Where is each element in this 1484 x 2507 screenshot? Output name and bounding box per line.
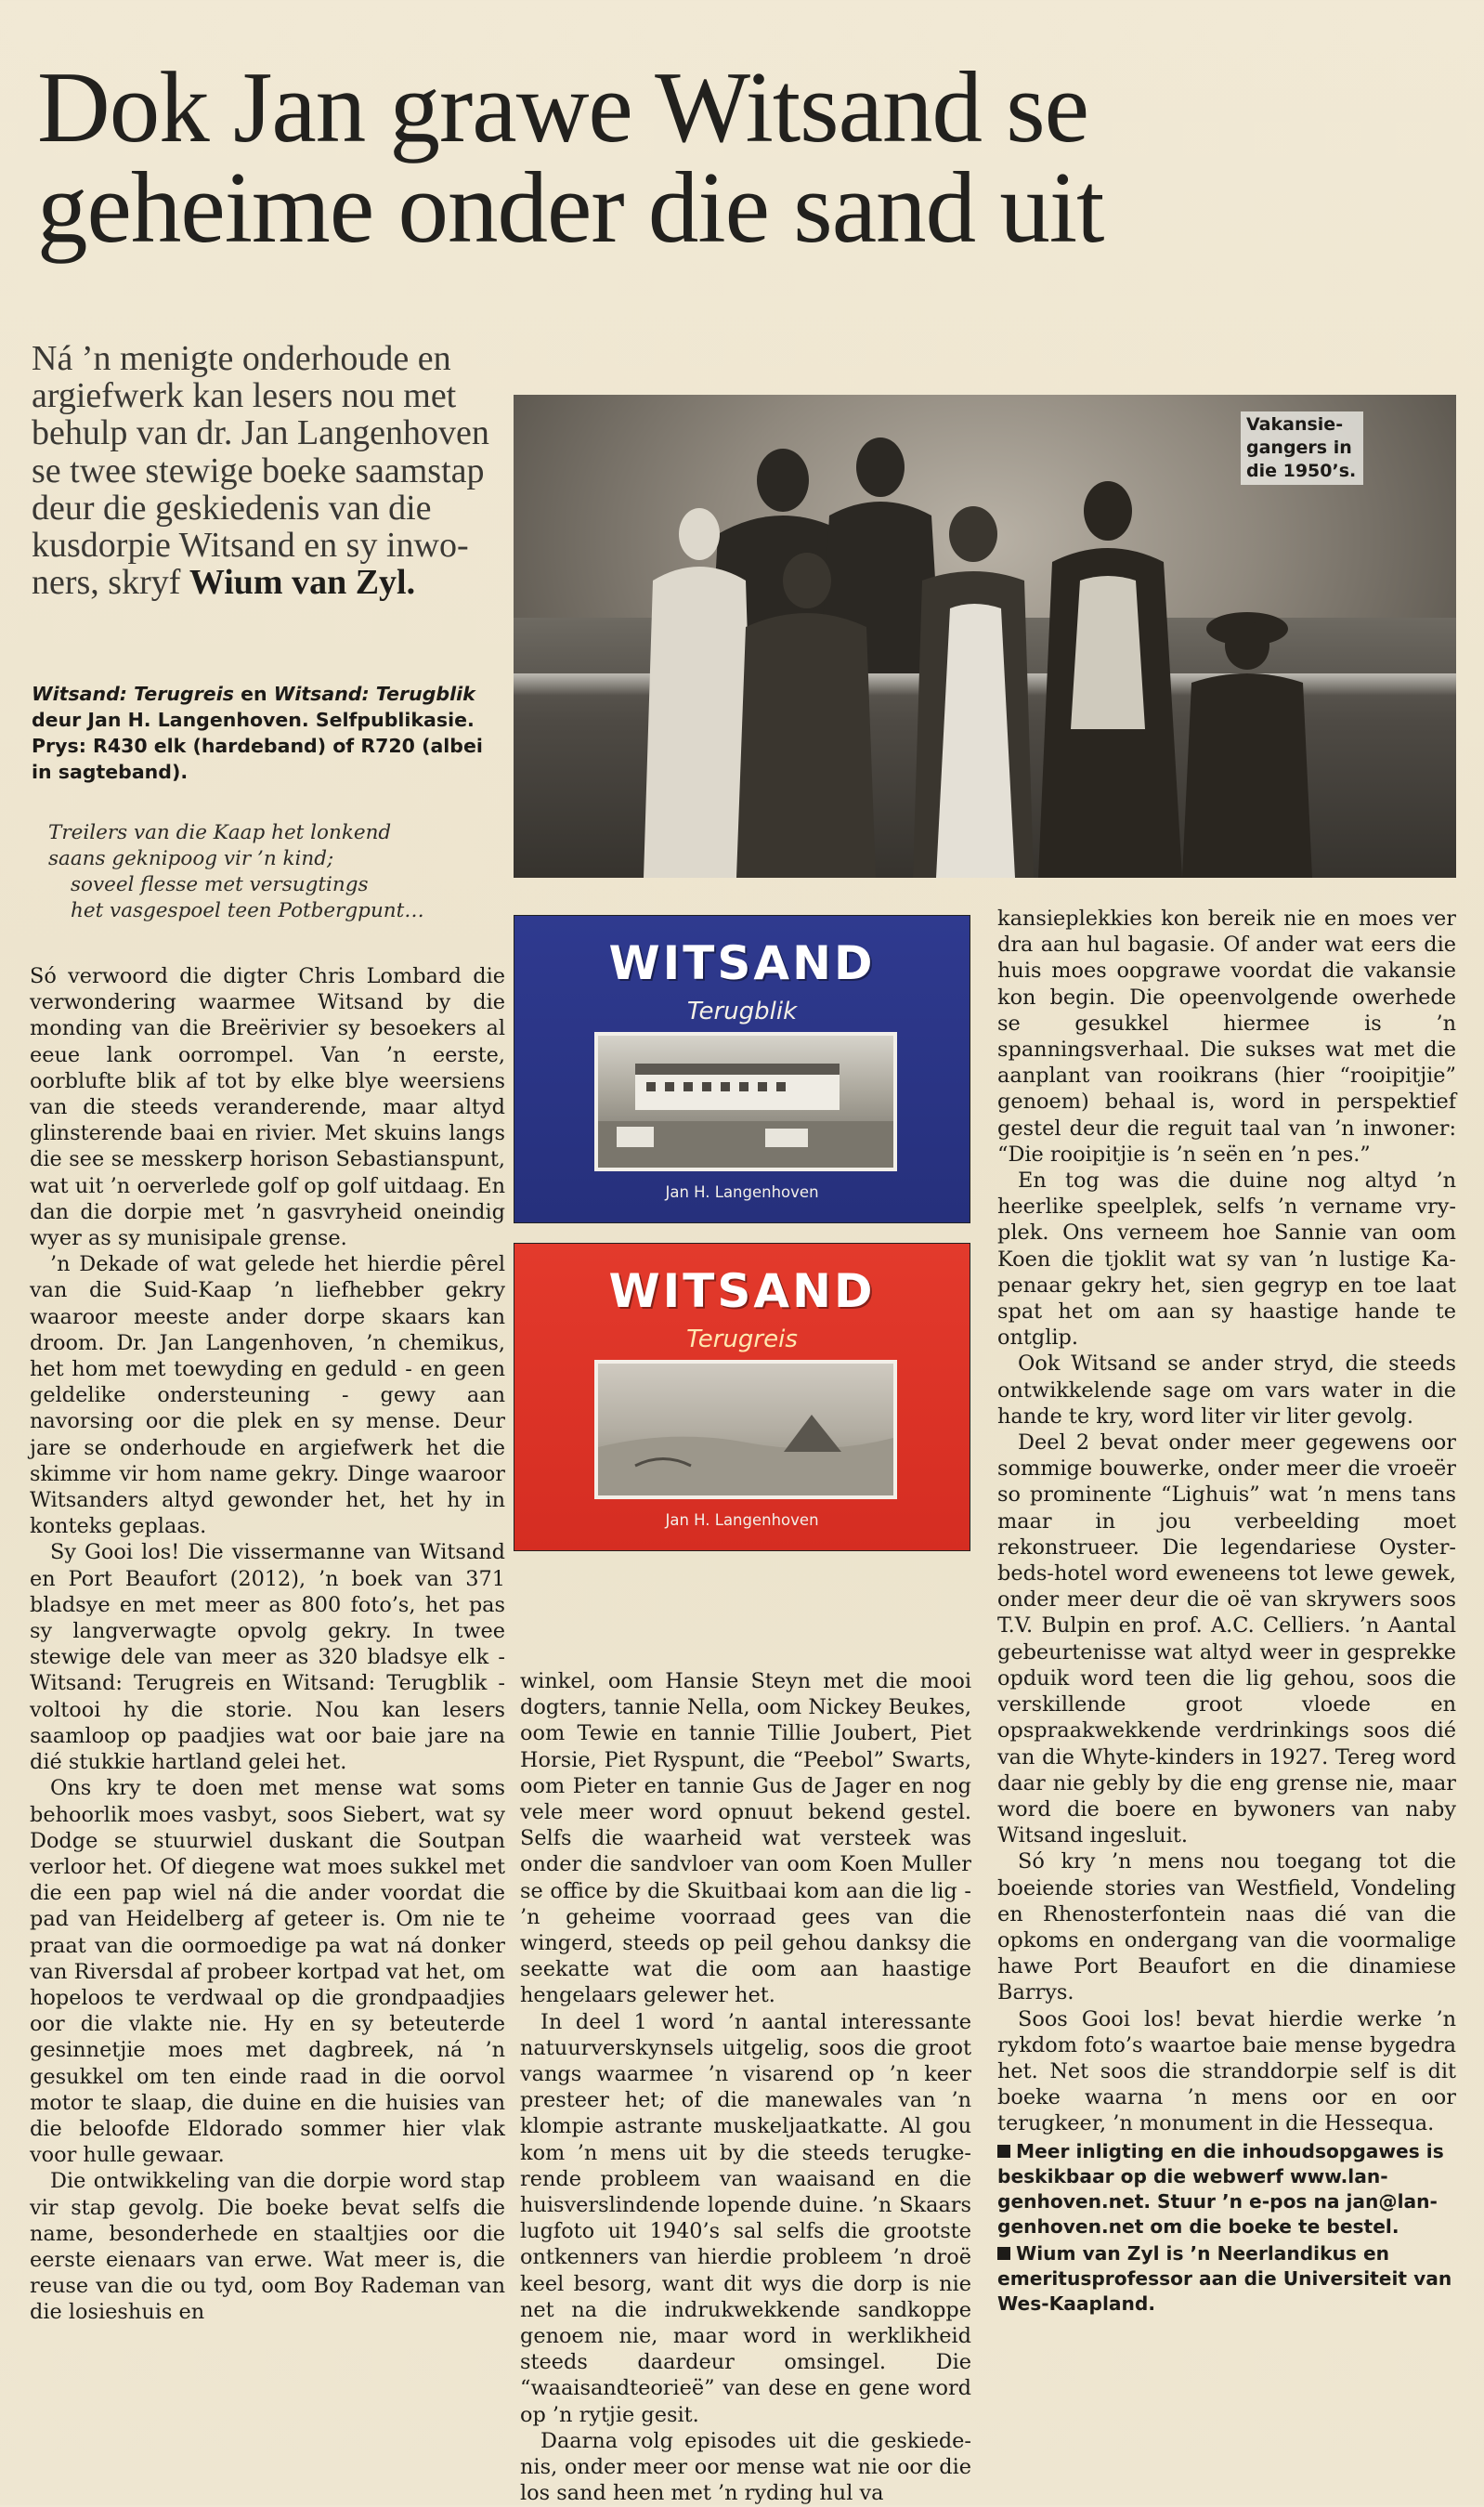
article-column-1 — [30, 963, 505, 2326]
headline: Dok Jan grawe Witsand se geheime onder die sand uit — [37, 51, 1104, 264]
photo-caption: Vakansiegangers in die 1950’s. — [1241, 411, 1363, 485]
cover-title: WITSAND — [608, 1264, 876, 1318]
poem-quote — [48, 820, 522, 924]
book-details: deur Jan H. Langenhoven. Selfpublikasie. Prys: R430 elk (hardeband) of R720 (albei in sagteband). — [32, 709, 483, 783]
poem-line: het vasgespoel teen Potbergpunt… — [71, 899, 424, 922]
paragraph: winkel, oom Hansie Steyn met die mooi dogters, tannie Nella, oom Nickey Beukes, oom Tewie en tannie Tillie Joubert, Piet Horsie, Piet Ryspunt, die “Peebol” Swarts, oom Pieter en tannie Gus de Jager en nog vele meer word opnuut bekend gestel. Selfs die waarheid wat versteek was onder die sandvloer van oom Koen Muller se office by die Skuitbaai kom aan die lig - ’n geheime voorraad gees van die wingerd, steeds op peil gehou danksy die seekatte wat die oom aan haastige hengelaars gelewer het. — [520, 1669, 971, 2008]
standfirst-author: Wium van Zyl. — [189, 563, 416, 603]
paragraph: ’n Dekade of wat gelede het hierdie pêrel van die Suid-Kaap ’n liefhebber gekry waaroor meeste ander dorpe skaars kan droom. Dr. Jan Langenhoven, ’n chemikus, het hom met toewyding en geduld - en geen geldelike ondersteuning - gewy aan navorsing oor die plek en sy mense. Deur jare se onderhoude en argiefwerk het die skimme vir hom name gekry. Dinge waaroor Witsanders altyd gewonder het, het hy in konteks geplaas. — [30, 1252, 505, 1539]
cover-author: Jan H. Langenhoven — [665, 1511, 819, 1529]
poem-line: Treilers van die Kaap het lonkend — [48, 821, 392, 844]
cover-title: WITSAND — [608, 936, 876, 990]
poem-line: saans geknipoog vir ’n kind; — [48, 847, 334, 870]
paragraph: Ook Witsand se ander stryd, die steeds ontwikkelende sage om vars water in die hande te kry, word liter vir liter gevolg. — [997, 1351, 1456, 1429]
paragraph: En tog was die duine nog altyd ’n heerlike speelplek, selfs ’n vername vryplek. Ons verneem hoe Sannie van oom Koen die tjoklit wat sy van ’n lustige Kapenaar gekry het, sien gegryp en toe laat spat het om aan sy haastige hande te ontglip. — [997, 1169, 1456, 1351]
paragraph: kansieplekkies kon bereik nie en moes ver dra aan hul bagasie. Of ander wat eers die huis moes oopgrawe voordat die vakansie kon begin. Die opeenvolgende owerhede se gesukkel hiermee is ’n spanningsverhaal. Die sukses wat met die aanplant van rooikrans (hier “rooipitjie” genoem) behaal is, word in perspektief gestel deur die reguit taal van ’n inwoner: “Die rooipitjie is ’n seën en ’n pes.” — [997, 907, 1456, 1167]
paragraph: Daarna volg episodes uit die geskiedenis, onder meer oor mense wat nie oor die los sand heen met ’n ryding hul va — [520, 2428, 971, 2506]
cover-photo-buildings — [598, 1036, 893, 1168]
paragraph: Soos Gooi los! bevat hierdie werke ’n rykdom foto’s waartoe baie mense bygedra het. Net soos die stranddorpie self is dit boeke waarna ’n mens oor en oor terugkeer, ’n monument in die Hessequa. — [997, 2006, 1456, 2136]
paragraph: In deel 1 word ’n aantal interessante natuurverskynsels uitgelig, soos die groot vangs waarmee ’n visarend op ’n keer presteer het; of die manewales van ’n klompie astrante muskeljaatkatte. Al gou kom ’n mens uit by die steeds terugkerende probleem van waaisand en die huisverslindende lopende duine. ’n Skaars lugfoto uit 1940’s sal selfs die grootste ontkenners van hierdie probleem ’n droë keel besorg, want dit wys die dorp is nie net na die indrukwekkende sandkoppe genoem nie, maar word in werklikheid steeds daardeur omsingel. Die “waaisandteorieë” van dese en gene word op ’n rytjie gesit. — [520, 2009, 971, 2427]
standfirst-text: Ná ’n menigte onderhoude en argiefwerk kan lesers nou met behulp van dr. Jan Langenhoven se twee stewige boeke saamstap deur die geskiedenis van die kusdorpie Witsand en sy inwoners, skryf — [32, 339, 489, 603]
article-column-2 — [520, 1668, 971, 2507]
book-cover-terugblik — [514, 915, 970, 1223]
book-info — [32, 681, 505, 785]
cover-photo — [594, 1360, 897, 1499]
paragraph: Deel 2 bevat onder meer gegewens oor sommige bouwerke, onder meer die vroeër so prominente “Lighuis” wat ’n mens tans maar in jou verbeelding moet rekonstrueer. Die legendariese Oysterbeds-hotel word eweneens tot lewe gewek, onder meer deur die oë van skrywers soos T.V. Bulpin en prof. A.C. Celliers. ’n Aantal gebeurtenisse wat altyd weer in gesprekke opduik word teen die lig gehou, soos die verskillende groot vloede en opspraakwekkende verdrinkings soos dié van die Whyte-kinders in 1927. Tereg word daar nie gebly by die eng grense nie, maar word die boere en bywoners van naby Witsand ingesluit. — [997, 1430, 1456, 1848]
info-text: Meer inligting en die inhoudsopgawes is beskikbaar op die webwerf www.langenhoven.net. Stuur ’n e-pos na jan@langenhoven.net om die boeke te bestel. — [997, 2139, 1444, 2238]
book-title-2: Witsand: Terugblik — [273, 683, 475, 705]
bullet-square-icon — [997, 2247, 1010, 2260]
info-note — [997, 2139, 1456, 2239]
paragraph: Só kry ’n mens nou toegang tot die boeiende stories van Westfield, Vondeling en Rhenosterfontein naas dié van die opkoms en ondergang van die voormalige hawe Port Beaufort en die dinamiese Barrys. — [997, 1849, 1456, 2005]
book-join: en — [233, 683, 274, 705]
poem-line: soveel flesse met versugtings — [71, 873, 369, 896]
book-title-1: Witsand: Terugreis — [32, 683, 234, 705]
paragraph: Die ontwikkeling van die dorpie word stap vir stap gevolg. Die boeke bevat selfs die name, besonderhede en staaltjies oor die eerste eienaars van erwe. Wat meer is, die reuse van die ou tyd, oom Boy Rademan van die losieshuis en — [30, 2169, 505, 2325]
author-note — [997, 2241, 1456, 2317]
paragraph: Sy Gooi los! Die vissermanne van Witsand en Port Beaufort (2012), ’n boek van 371 bladsye en met meer as 800 foto’s, het pas sy langverwagte opvolg gekry. In twee stewige dele van meer as 320 bladsye elk - Witsand: Terugreis en Witsand: Terugblik - voltooi hy die storie. Nou kan lesers saamloop op paadjies wat oor baie jare na dié stukkie hartland gelei het. — [30, 1540, 505, 1775]
cover-author: Jan H. Langenhoven — [665, 1183, 819, 1201]
bullet-square-icon — [997, 2145, 1010, 2158]
standfirst — [32, 340, 496, 601]
paragraph: Ons kry te doen met mense wat soms behoorlik moes vasbyt, soos Siebert, wat sy Dodge se stuurwiel duskant die Soutpan verloor het. Of diegene wat moes sukkel met die een pap wiel ná die ander voordat die pad van Heidelberg af geteer is. Om nie te praat van die oormoedige pa wat ná donker van Riversdal af probeer kortpad vat het, om hopeloos te verdwaal op die grondpaadjies oor die vlakte nie. Hy en sy beteuterde gesinnetjie moes met dagbreek, ná ’n gesukkel om ten einde raad in die oorvol motor te slaap, die duine en die huisies van die beloofde Eldorado sommer hier vlak voor hulle gewaar. — [30, 1776, 505, 2168]
book-cover-terugreis — [514, 1243, 970, 1551]
article-column-3 — [997, 906, 1456, 2317]
author-note-text: Wium van Zyl is ’n Neerlandikus en emeritusprofessor aan die Universiteit van Wes-Kaapland. — [997, 2241, 1452, 2315]
cover-photo — [594, 1032, 897, 1171]
cover-subtitle: Terugreis — [686, 1325, 798, 1353]
paragraph: Só verwoord die digter Chris Lombard die verwondering waarmee Witsand by die monding van die Breërivier sy besoekers al eeue lank oorrompel. Van ’n eerste, oorblufte blik af tot by elke blye weersiens van die steeds veranderende, maar altyd glinsterende baai en rivier. Met skuins langs die see se messkerp horison Sebastianspunt, wat uit ’n oerverlede golf op golf uitdaag. En dan die dorpie met ’n gasvryheid oneindig wyer as sy munisipale grense. — [30, 964, 505, 1251]
cover-photo-beach — [598, 1364, 893, 1495]
cover-subtitle: Terugblik — [686, 998, 798, 1025]
